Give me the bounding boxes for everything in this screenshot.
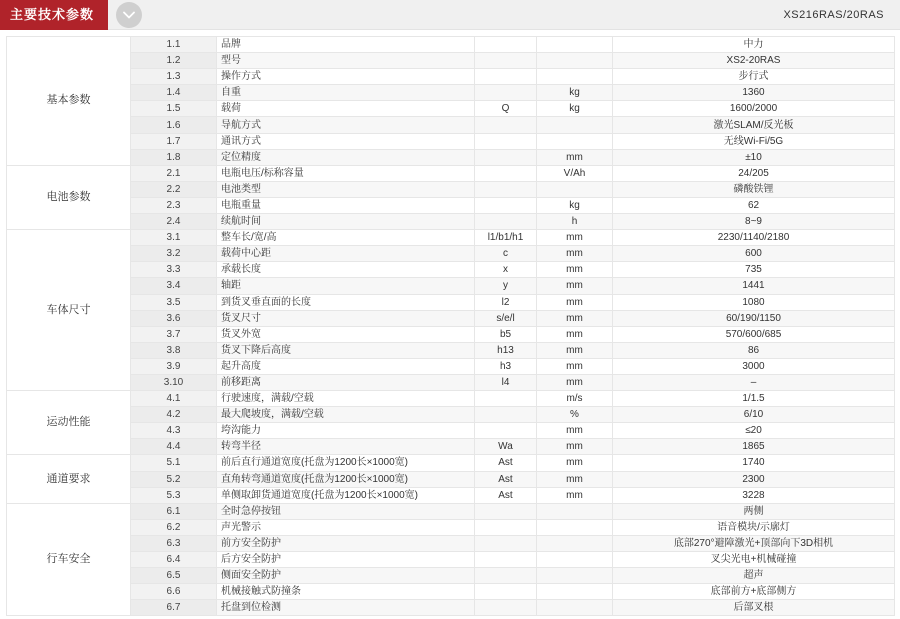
cell-name: 全时急停按钮 [217,503,475,519]
spec-table-body [7,37,895,616]
cell-unit [537,53,613,69]
cell-sym [475,600,537,616]
cell-name: 电池类型 [217,181,475,197]
cell-val: 1360 [613,85,895,101]
cell-name: 垮沟能力 [217,423,475,439]
table-row [7,519,895,535]
cell-name: 直角转弯通道宽度(托盘为1200长×1000宽) [217,471,475,487]
cell-name: 货叉尺寸 [217,310,475,326]
cell-name: 定位精度 [217,149,475,165]
cell-name: 侧面安全防护 [217,568,475,584]
cell-no: 3.9 [131,358,217,374]
table-row [7,133,895,149]
model-code: XS216RAS/20RAS [783,9,884,21]
cell-no: 2.4 [131,214,217,230]
cell-name: 整车长/宽/高 [217,230,475,246]
cell-unit: mm [537,326,613,342]
cell-sym [475,149,537,165]
cell-sym [475,519,537,535]
cell-sym: h13 [475,342,537,358]
cell-unit: mm [537,230,613,246]
cell-val: XS2-20RAS [613,53,895,69]
cell-no: 3.7 [131,326,217,342]
cell-val: 底部270°避障激光+顶部向下3D相机 [613,535,895,551]
cell-no: 6.2 [131,519,217,535]
cell-sym [475,423,537,439]
table-row [7,535,895,551]
cell-no: 1.4 [131,85,217,101]
cell-val: 步行式 [613,69,895,85]
table-row [7,407,895,423]
cell-sym: Ast [475,487,537,503]
table-row [7,310,895,326]
cell-val: 60/190/1150 [613,310,895,326]
cell-val: 3228 [613,487,895,503]
table-row [7,374,895,390]
cell-no: 6.1 [131,503,217,519]
cell-sym: x [475,262,537,278]
cell-sym: Wa [475,439,537,455]
cell-unit [537,584,613,600]
cell-name: 单侧取卸货通道宽度(托盘为1200长×1000宽) [217,487,475,503]
cell-name: 续航时间 [217,214,475,230]
cell-val: 激光SLAM/反光板 [613,117,895,133]
cell-name: 操作方式 [217,69,475,85]
cell-unit: % [537,407,613,423]
group-label: 行车安全 [7,503,131,616]
cell-no: 6.5 [131,568,217,584]
cell-val: 后部叉根 [613,600,895,616]
table-row [7,471,895,487]
cell-sym: h3 [475,358,537,374]
cell-name: 轴距 [217,278,475,294]
table-row [7,85,895,101]
table-row [7,69,895,85]
cell-name: 载荷中心距 [217,246,475,262]
table-row [7,552,895,568]
table-row [7,262,895,278]
cell-unit [537,181,613,197]
cell-sym [475,69,537,85]
cell-sym [475,552,537,568]
table-row [7,230,895,246]
cell-val: 中力 [613,37,895,53]
cell-no: 3.3 [131,262,217,278]
cell-sym [475,214,537,230]
table-row [7,342,895,358]
cell-val: 2300 [613,471,895,487]
cell-unit: mm [537,374,613,390]
cell-val: 无线Wi-Fi/5G [613,133,895,149]
cell-name: 承载长度 [217,262,475,278]
cell-sym: s/e/l [475,310,537,326]
cell-name: 品牌 [217,37,475,53]
cell-unit: mm [537,262,613,278]
cell-no: 1.3 [131,69,217,85]
cell-no: 4.2 [131,407,217,423]
cell-sym: Q [475,101,537,117]
cell-unit: h [537,214,613,230]
cell-val: 超声 [613,568,895,584]
cell-val: 62 [613,197,895,213]
cell-unit [537,503,613,519]
cell-sym [475,391,537,407]
cell-name: 最大爬坡度，满载/空载 [217,407,475,423]
cell-sym [475,133,537,149]
cell-val: ±10 [613,149,895,165]
cell-no: 1.1 [131,37,217,53]
table-row [7,294,895,310]
table-row [7,214,895,230]
cell-no: 5.3 [131,487,217,503]
cell-no: 3.5 [131,294,217,310]
cell-val: 两侧 [613,503,895,519]
cell-val: 1740 [613,455,895,471]
group-label: 车体尺寸 [7,230,131,391]
cell-sym [475,503,537,519]
cell-val: 语音模块/示廓灯 [613,519,895,535]
cell-unit [537,568,613,584]
cell-unit: mm [537,439,613,455]
table-row [7,439,895,455]
cell-val: 1080 [613,294,895,310]
table-row [7,246,895,262]
cell-val: 底部前方+底部侧方 [613,584,895,600]
cell-no: 6.7 [131,600,217,616]
table-row [7,278,895,294]
group-label: 基本参数 [7,37,131,166]
cell-no: 4.1 [131,391,217,407]
cell-name: 前方安全防护 [217,535,475,551]
cell-unit: kg [537,85,613,101]
cell-val: 570/600/685 [613,326,895,342]
spec-table [6,36,895,616]
cell-name: 前后直行通道宽度(托盘为1200长×1000宽) [217,455,475,471]
chevron-down-icon[interactable] [116,2,142,28]
cell-val: 1600/2000 [613,101,895,117]
cell-no: 3.8 [131,342,217,358]
cell-val: ≤20 [613,423,895,439]
cell-no: 1.8 [131,149,217,165]
cell-val: 2230/1140/2180 [613,230,895,246]
table-row [7,197,895,213]
cell-no: 3.10 [131,374,217,390]
cell-unit: mm [537,310,613,326]
cell-sym: l4 [475,374,537,390]
cell-val: 1/1.5 [613,391,895,407]
cell-sym [475,117,537,133]
cell-name: 导航方式 [217,117,475,133]
cell-no: 2.2 [131,181,217,197]
cell-sym [475,37,537,53]
cell-name: 自重 [217,85,475,101]
table-row [7,455,895,471]
cell-val: 8~9 [613,214,895,230]
cell-name: 前移距离 [217,374,475,390]
cell-unit: mm [537,278,613,294]
cell-unit [537,69,613,85]
group-label: 运动性能 [7,391,131,455]
cell-name: 后方安全防护 [217,552,475,568]
cell-name: 载荷 [217,101,475,117]
table-row [7,326,895,342]
cell-name: 电瓶电压/标称容量 [217,165,475,181]
cell-name: 机械接触式防撞条 [217,584,475,600]
cell-no: 6.3 [131,535,217,551]
cell-no: 6.6 [131,584,217,600]
table-row [7,117,895,133]
cell-no: 3.6 [131,310,217,326]
cell-name: 货叉外宽 [217,326,475,342]
cell-no: 3.1 [131,230,217,246]
cell-unit: m/s [537,391,613,407]
cell-val: 磷酸铁锂 [613,181,895,197]
cell-unit [537,37,613,53]
cell-name: 托盘到位检测 [217,600,475,616]
cell-unit: mm [537,246,613,262]
cell-unit: mm [537,342,613,358]
cell-no: 6.4 [131,552,217,568]
page-title: 主要技术参数 [0,0,108,30]
table-row [7,423,895,439]
cell-unit [537,519,613,535]
cell-sym [475,165,537,181]
table-row [7,37,895,53]
cell-unit: mm [537,487,613,503]
cell-no: 5.2 [131,471,217,487]
cell-no: 2.1 [131,165,217,181]
cell-no: 4.4 [131,439,217,455]
table-row [7,568,895,584]
cell-no: 1.2 [131,53,217,69]
cell-sym [475,181,537,197]
table-row [7,149,895,165]
cell-val: 3000 [613,358,895,374]
cell-unit: kg [537,101,613,117]
cell-no: 1.7 [131,133,217,149]
group-label: 电池参数 [7,165,131,229]
cell-val: 600 [613,246,895,262]
cell-unit [537,133,613,149]
cell-unit: V/Ah [537,165,613,181]
group-label: 通道要求 [7,455,131,503]
page-header [0,0,900,30]
cell-name: 通讯方式 [217,133,475,149]
cell-name: 行驶速度，满载/空载 [217,391,475,407]
table-row [7,358,895,374]
cell-unit [537,600,613,616]
cell-name: 型号 [217,53,475,69]
cell-unit: mm [537,423,613,439]
cell-unit: mm [537,358,613,374]
cell-name: 到货叉垂直面的长度 [217,294,475,310]
cell-sym: l2 [475,294,537,310]
cell-val: 6/10 [613,407,895,423]
cell-sym [475,568,537,584]
cell-sym [475,535,537,551]
cell-name: 声光警示 [217,519,475,535]
table-row [7,391,895,407]
cell-name: 起升高度 [217,358,475,374]
cell-no: 1.5 [131,101,217,117]
cell-val: 叉尖光电+机械碰撞 [613,552,895,568]
spec-table-container [0,30,900,616]
cell-sym: Ast [475,471,537,487]
cell-val: 86 [613,342,895,358]
cell-sym: c [475,246,537,262]
cell-no: 3.4 [131,278,217,294]
cell-val: 735 [613,262,895,278]
cell-sym: Ast [475,455,537,471]
cell-unit: mm [537,471,613,487]
cell-sym: b5 [475,326,537,342]
table-row [7,584,895,600]
cell-name: 转弯半径 [217,439,475,455]
cell-no: 2.3 [131,197,217,213]
cell-unit [537,117,613,133]
table-row [7,600,895,616]
cell-name: 货叉下降后高度 [217,342,475,358]
cell-val: 1441 [613,278,895,294]
cell-no: 4.3 [131,423,217,439]
cell-unit: mm [537,455,613,471]
table-row [7,181,895,197]
cell-sym [475,197,537,213]
cell-sym [475,407,537,423]
cell-unit: mm [537,294,613,310]
cell-sym: y [475,278,537,294]
cell-sym [475,53,537,69]
cell-val: – [613,374,895,390]
cell-no: 1.6 [131,117,217,133]
table-row [7,487,895,503]
cell-unit [537,535,613,551]
cell-unit: kg [537,197,613,213]
cell-val: 1865 [613,439,895,455]
cell-val: 24/205 [613,165,895,181]
table-row [7,101,895,117]
table-row [7,165,895,181]
table-row [7,503,895,519]
cell-name: 电瓶重量 [217,197,475,213]
cell-sym [475,584,537,600]
cell-no: 5.1 [131,455,217,471]
cell-sym [475,85,537,101]
cell-unit [537,552,613,568]
table-row [7,53,895,69]
cell-sym: l1/b1/h1 [475,230,537,246]
cell-unit: mm [537,149,613,165]
cell-no: 3.2 [131,246,217,262]
